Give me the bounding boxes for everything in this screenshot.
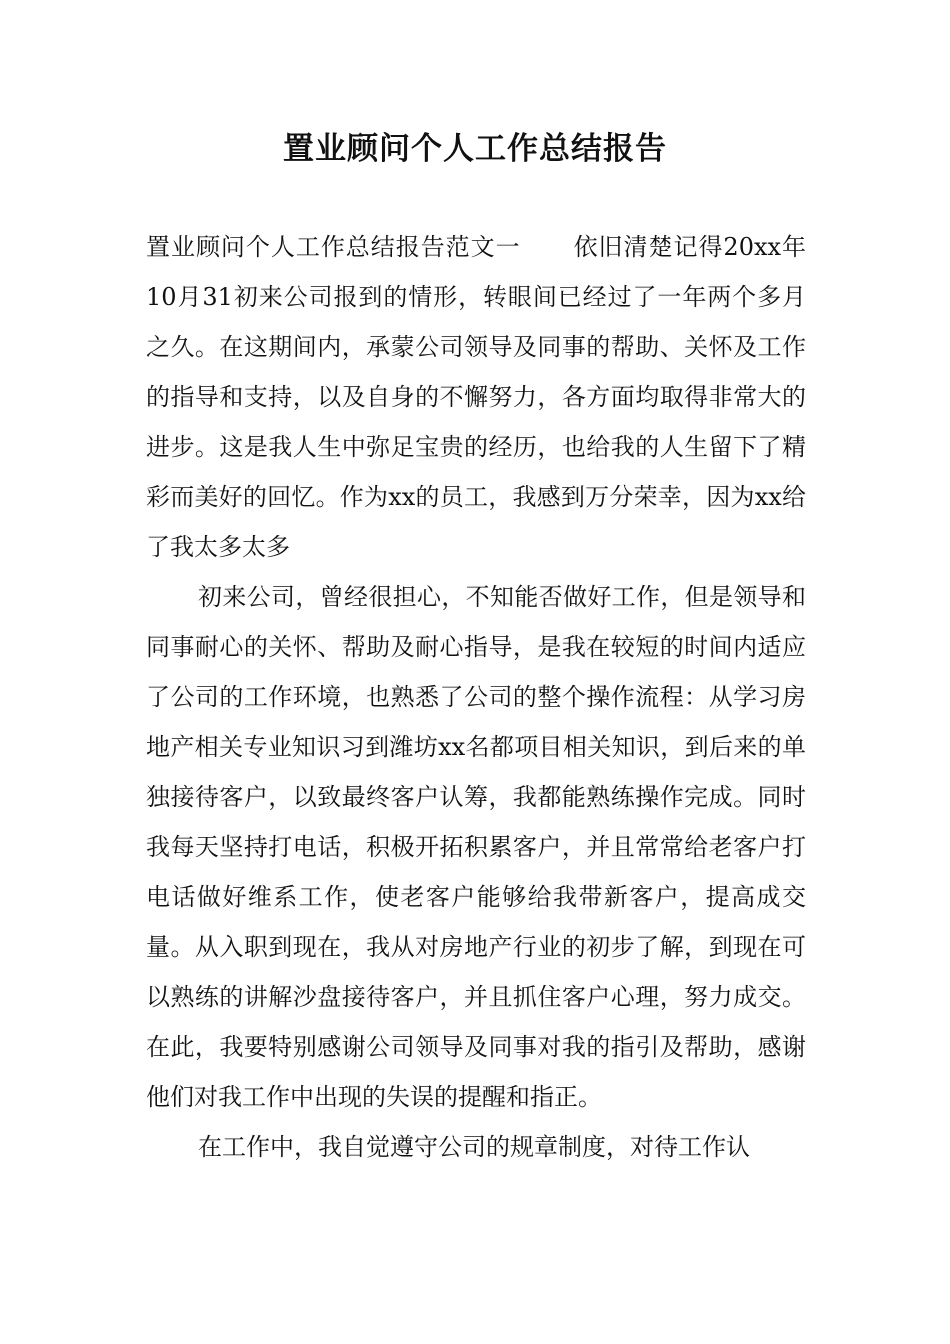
paragraph-text: 依旧清楚记得20xx年10月31初来公司报到的情形，转眼间已经过了一年两个多月之久。在这期间内，承蒙公司领导及同事的帮助、关怀及工作的指导和支持，以及自身的不懈努力，各方面均取得非常大的进步。这是我人生中弥足宝贵的经历，也给我的人生留下了精彩而美好的回忆。作为xx的员工，我感到万分荣幸，因为xx给了我太多太多: [146, 233, 807, 561]
paragraph-body: 在工作中，我自觉遵守公司的规章制度，对待工作认: [198, 1133, 750, 1161]
document-title: 置业顾问个人工作总结报告: [283, 131, 667, 167]
paragraph-lead: 置业顾问个人工作总结报告范文一: [146, 233, 521, 261]
document-body: [146, 222, 806, 1172]
paragraph-body: 初来公司，曾经很担心，不知能否做好工作，但是领导和同事耐心的关怀、帮助及耐心指导，是我在较短的时间内适应了公司的工作环境，也熟悉了公司的整个操作流程：从学习房地产相关专业知识习到潍坊xx名都项目相关知识，到后来的单独接待客户，以致最终客户认筹，我都能熟练操作完成。同时我每天坚持打电话，积极开拓积累客户，并且常常给老客户打电话做好维系工作，使老客户能够给我带新客户，提高成交量。从入职到现在，我从对房地产行业的初步了解，到现在可以熟练的讲解沙盘接待客户，并且抓住客户心理，努力成交。在此，我要特别感谢公司领导及同事对我的指引及帮助，感谢他们对我工作中出现的失误的提醒和指正。: [146, 583, 806, 1111]
paragraph-intro: [146, 222, 806, 572]
